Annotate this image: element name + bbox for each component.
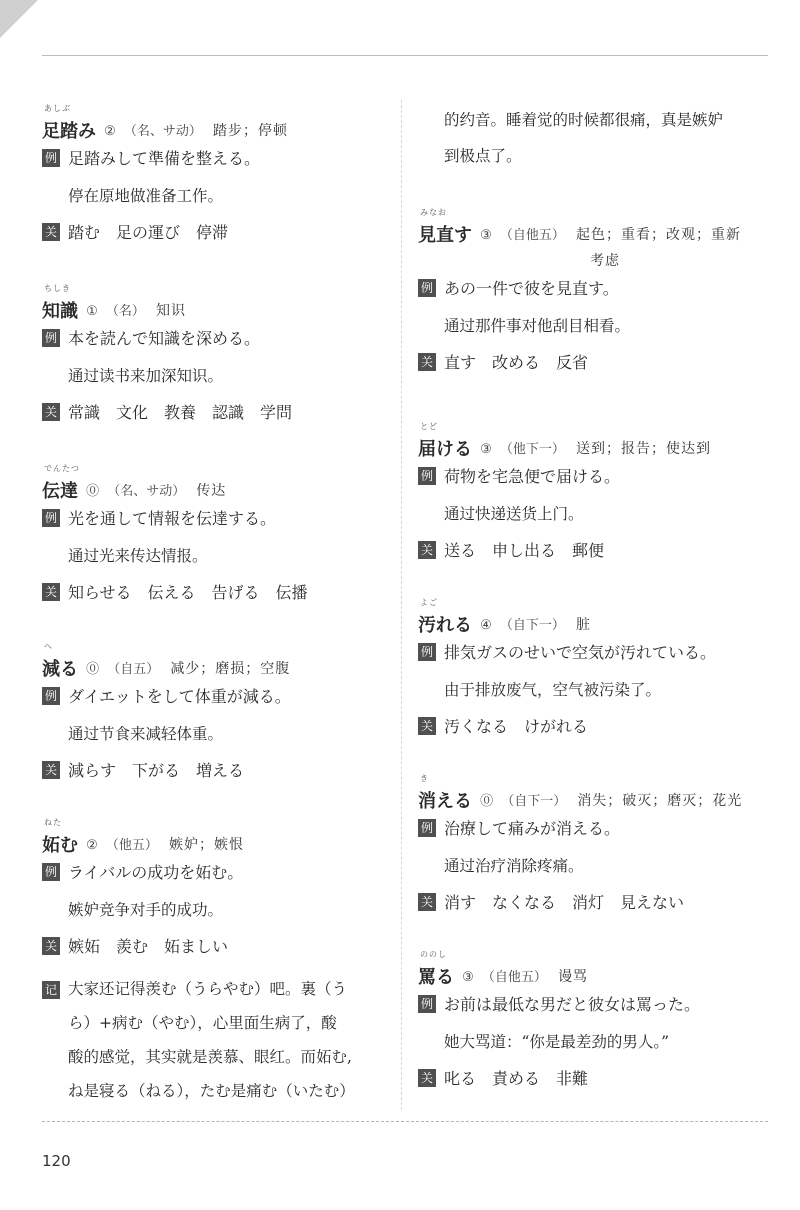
part-of-speech: （自下一） (499, 618, 565, 633)
related-line (42, 758, 291, 796)
related-tag: 关 (42, 761, 60, 779)
top-rule (42, 55, 768, 56)
example-tag: 例 (418, 819, 436, 837)
part-of-speech: （他下一） (499, 442, 565, 457)
example-tag: 例 (42, 863, 60, 881)
example-sentence: 光を通して情報を伝達する。 (68, 509, 277, 528)
entry-headline (418, 598, 716, 640)
example-line (42, 860, 355, 898)
accent-mark: ③ (462, 970, 474, 985)
translation: 停在原地做准备工作。 (68, 187, 224, 205)
furigana: ねた (44, 818, 62, 827)
related-words: 踏む 足の運び 停滞 (68, 223, 229, 242)
furigana: みなお (420, 208, 447, 217)
headword: 減る (42, 659, 78, 680)
page-corner-fold (0, 0, 38, 38)
accent-mark: ④ (480, 618, 492, 633)
related-tag: 关 (418, 893, 436, 911)
headword: 足踏み (42, 121, 96, 142)
example-sentence: ダイエットをして体重が減る。 (68, 687, 291, 706)
example-sentence: お前は最低な男だと彼女は罵った。 (444, 995, 701, 1014)
entry-headline (418, 950, 700, 992)
meaning: 脏 (575, 617, 591, 633)
related-tag: 关 (42, 583, 60, 601)
note-text: 到极点了。 (444, 147, 522, 165)
example-tag: 例 (418, 643, 436, 661)
headword: 消える (418, 791, 472, 812)
related-line (42, 934, 355, 972)
part-of-speech: （自他五） (481, 970, 547, 985)
related-line (418, 350, 741, 388)
meaning: 消失；破灭；磨灭；花光 (577, 793, 743, 809)
entry-headline (418, 208, 741, 250)
entry-headline (42, 104, 288, 146)
note-text: ね是寝る（ねる），たむ是痛む（いたむ） (68, 1082, 355, 1100)
accent-mark: ⓪ (480, 794, 494, 809)
memo-tag: 记 (42, 981, 60, 999)
meaning: 知识 (155, 303, 186, 319)
related-words: 消す なくなる 消灯 見えない (444, 893, 685, 912)
entry-headline (42, 464, 308, 506)
example-tag: 例 (42, 329, 60, 347)
entry-headline (418, 422, 711, 464)
furigana: ののし (420, 950, 447, 959)
entry-headline (418, 774, 743, 816)
example-tag: 例 (418, 467, 436, 485)
furigana: き (420, 774, 429, 783)
accent-mark: ③ (480, 228, 492, 243)
meaning: 踏步；停顿 (212, 123, 288, 139)
example-sentence: あの一件で彼を見直す。 (444, 279, 619, 298)
example-line (418, 276, 741, 314)
note-text: 的约音。睡着觉的时候都很痛，真是嫉妒 (444, 111, 724, 129)
example-tag: 例 (42, 509, 60, 527)
related-words: 減らす 下がる 増える (68, 761, 245, 780)
entry-dentatsu (42, 464, 308, 618)
related-words: 嫉妬 羨む 妬ましい (68, 937, 229, 956)
related-line (418, 1066, 700, 1104)
entry-heru (42, 642, 291, 796)
example-sentence: 排気ガスのせいで空気が汚れている。 (444, 643, 717, 662)
related-words: 送る 申し出る 郵便 (444, 541, 605, 560)
meaning: 谩骂 (557, 969, 588, 985)
translation: 由于排放废气，空气被污染了。 (444, 681, 662, 699)
entry-headline (42, 818, 355, 860)
example-line (42, 146, 288, 184)
example-line (418, 992, 700, 1030)
note-text: ら）+病む（やむ），心里面生病了，酸 (68, 1014, 337, 1032)
accent-mark: ② (86, 838, 98, 853)
headword: 知識 (42, 301, 78, 322)
related-line (42, 580, 308, 618)
note-text: 大家还记得羡む（うらやむ）吧。裏（う (68, 980, 348, 998)
related-line (418, 890, 742, 928)
example-line (42, 326, 292, 364)
related-words: 直す 改める 反省 (444, 353, 589, 372)
related-words: 汚くなる けがれる (444, 717, 589, 736)
related-words: 常識 文化 教養 認識 学問 (68, 403, 293, 422)
related-tag: 关 (42, 223, 60, 241)
example-sentence: 治療して痛みが消える。 (444, 819, 621, 838)
translation: 通过那件事对他刮目相看。 (444, 317, 631, 335)
meaning: 送到；报告；使达到 (575, 441, 711, 457)
example-tag: 例 (42, 149, 60, 167)
headword: 罵る (418, 967, 454, 988)
related-line (418, 538, 711, 576)
part-of-speech: （名、サ动） (123, 124, 202, 139)
part-of-speech: （自五） (107, 662, 160, 677)
example-line (418, 816, 742, 854)
entry-headline (42, 284, 292, 326)
entry-headline (42, 642, 291, 684)
entry-ashibumi (42, 104, 288, 258)
related-tag: 关 (42, 937, 60, 955)
furigana: へ (44, 642, 53, 651)
example-line (42, 684, 291, 722)
accent-mark: ⓪ (86, 662, 100, 677)
note-text: 酸的感觉，其实就是羡慕、眼红。而妬む, (68, 1048, 352, 1066)
part-of-speech: （自下一） (501, 794, 567, 809)
translation: 通过治疗消除疼痛。 (444, 857, 584, 875)
translation: 她大骂道：“你是最差劲的男人。” (444, 1033, 670, 1051)
example-sentence: 本を読んで知識を深める。 (68, 329, 261, 348)
meaning: 嫉妒；嫉恨 (168, 837, 244, 853)
part-of-speech: （名、サ动） (107, 484, 186, 499)
entry-todokeru (418, 422, 711, 576)
example-sentence: 足踏みして準備を整える。 (68, 149, 261, 168)
furigana: とど (420, 422, 438, 431)
bottom-rule (42, 1121, 768, 1122)
related-tag: 关 (42, 403, 60, 421)
example-sentence: 荷物を宅急便で届ける。 (444, 467, 621, 486)
meaning-continued: 考虑 (590, 253, 620, 269)
note-line (42, 972, 355, 1006)
furigana: よご (420, 598, 438, 607)
accent-mark: ① (86, 304, 98, 319)
accent-mark: ② (104, 124, 116, 139)
translation: 嫉妒竞争对手的成功。 (68, 901, 224, 919)
related-tag: 关 (418, 353, 436, 371)
entry-yogoreru (418, 598, 717, 752)
accent-mark: ⓪ (86, 484, 100, 499)
entry-netamu (42, 818, 355, 1108)
part-of-speech: （名） (105, 304, 145, 319)
related-line (42, 220, 288, 258)
meaning: 传达 (196, 483, 227, 499)
part-of-speech: （他五） (105, 838, 158, 853)
entry-minaosu (418, 208, 741, 388)
entry-kieru (418, 774, 743, 928)
headword: 妬む (42, 835, 78, 856)
example-line (418, 640, 716, 678)
example-tag: 例 (418, 279, 436, 297)
related-tag: 关 (418, 1069, 436, 1087)
example-line (418, 464, 711, 502)
note-continuation (444, 108, 723, 180)
translation: 通过光来传达情报。 (68, 547, 208, 565)
translation: 通过节食来减轻体重。 (68, 725, 224, 743)
page-number: 120 (42, 1152, 71, 1170)
memo-note (42, 972, 355, 1108)
accent-mark: ③ (480, 442, 492, 457)
meaning: 减少；磨损；空腹 (170, 661, 291, 677)
furigana: あしぶ (44, 104, 71, 113)
related-tag: 关 (418, 717, 436, 735)
translation: 通过读书来加深知识。 (68, 367, 224, 385)
column-divider (401, 100, 402, 1110)
part-of-speech: （自他五） (499, 228, 565, 243)
example-tag: 例 (42, 687, 60, 705)
entry-chishiki (42, 284, 293, 438)
example-line (42, 506, 308, 544)
translation: 通过快递送货上门。 (444, 505, 584, 523)
headword: 届ける (418, 439, 472, 460)
example-tag: 例 (418, 995, 436, 1013)
headword: 汚れる (418, 615, 472, 636)
meaning: 起色；重看；改观；重新 (575, 227, 741, 243)
example-sentence: ライバルの成功を妬む。 (68, 863, 244, 882)
related-words: 叱る 責める 非難 (444, 1069, 589, 1088)
furigana: ちしき (44, 284, 71, 293)
headword: 伝達 (42, 481, 78, 502)
related-line (418, 714, 716, 752)
related-tag: 关 (418, 541, 436, 559)
related-line (42, 400, 292, 438)
furigana: でんたつ (44, 464, 80, 473)
related-words: 知らせる 伝える 告げる 伝播 (68, 583, 308, 602)
headword: 見直す (418, 225, 472, 246)
entry-nonoshiru (418, 950, 701, 1104)
